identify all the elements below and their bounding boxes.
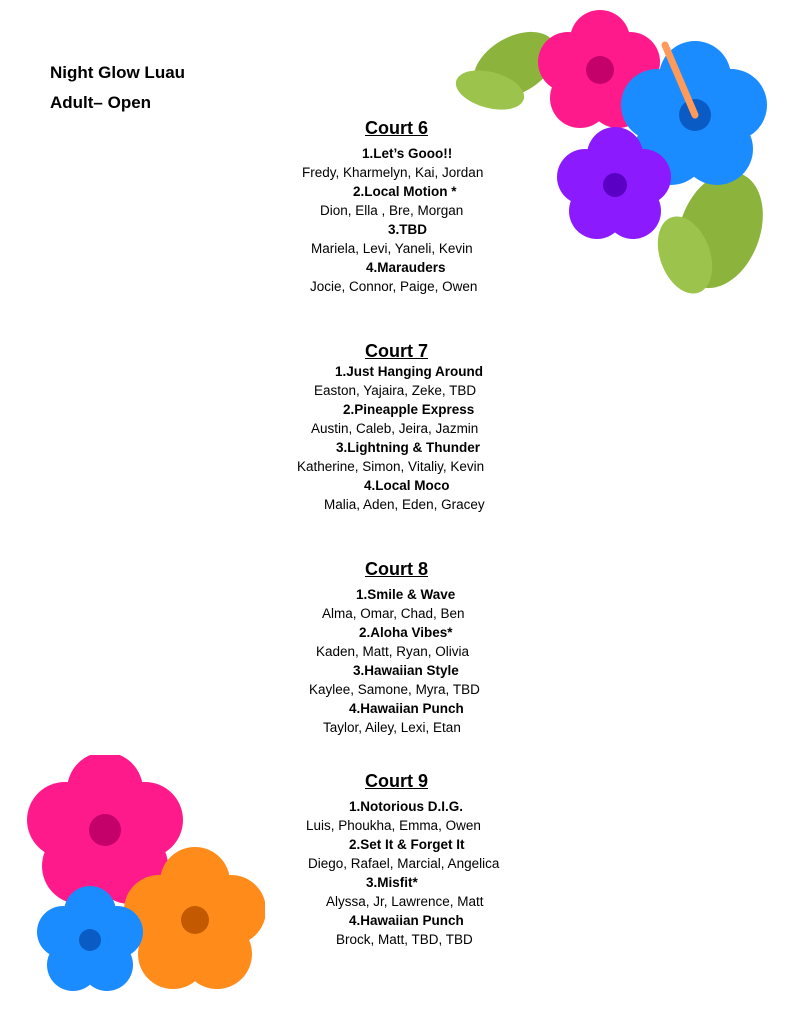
team-players: Fredy, Kharmelyn, Kai, Jordan	[302, 165, 484, 180]
team-name: 4.Marauders	[366, 260, 446, 275]
team-players: Alma, Omar, Chad, Ben	[322, 606, 465, 621]
court-title: Court 9	[365, 771, 428, 791]
court-title: Court 8	[365, 559, 428, 579]
event-division: Adult– Open	[50, 93, 152, 112]
team-name: 1.Smile & Wave	[356, 587, 456, 602]
team-name: 3.TBD	[388, 222, 428, 237]
team-players: Alyssa, Jr, Lawrence, Matt	[326, 894, 484, 909]
team-players: Mariela, Levi, Yaneli, Kevin	[311, 241, 473, 256]
team-players: Malia, Aden, Eden, Gracey	[324, 497, 485, 512]
team-players: Brock, Matt, TBD, TBD	[336, 932, 473, 947]
team-players: Jocie, Connor, Paige, Owen	[310, 279, 478, 294]
team-name: 4.Hawaiian Punch	[349, 701, 464, 716]
team-name: 2.Local Motion *	[353, 184, 457, 199]
team-name: 3.Hawaiian Style	[353, 663, 459, 678]
team-players: Katherine, Simon, Vitaliy, Kevin	[297, 459, 485, 474]
team-name: 2.Aloha Vibes*	[359, 625, 453, 640]
team-players: Taylor, Ailey, Lexi, Etan	[323, 720, 461, 735]
event-title: Night Glow Luau	[50, 63, 186, 82]
event-header	[50, 58, 185, 118]
team-name: 3.Lightning & Thunder	[336, 440, 480, 455]
team-name: 2.Pineapple Express	[343, 402, 475, 417]
team-name: 4.Local Moco	[364, 478, 450, 493]
hibiscus-flowers-top-right-icon	[440, 10, 780, 300]
team-name: 3.Misfit*	[366, 875, 418, 890]
team-name: 1.Let’s Gooo!!	[362, 146, 453, 161]
team-name: 1.Notorious D.I.G.	[349, 799, 464, 814]
team-players: Kaden, Matt, Ryan, Olivia	[316, 644, 470, 659]
team-name: 4.Hawaiian Punch	[349, 913, 464, 928]
team-name: 1.Just Hanging Around	[335, 364, 483, 379]
team-players: Easton, Yajaira, Zeke, TBD	[314, 383, 477, 398]
team-players: Dion, Ella , Bre, Morgan	[320, 203, 464, 218]
team-players: Luis, Phoukha, Emma, Owen	[306, 818, 481, 833]
court-title: Court 6	[365, 118, 428, 138]
team-players: Diego, Rafael, Marcial, Angelica	[308, 856, 500, 871]
hibiscus-flowers-bottom-left-icon	[15, 755, 265, 1005]
team-players: Kaylee, Samone, Myra, TBD	[309, 682, 480, 697]
team-players: Austin, Caleb, Jeira, Jazmin	[311, 421, 479, 436]
team-name: 2.Set It & Forget It	[349, 837, 465, 852]
court-title: Court 7	[365, 341, 428, 361]
